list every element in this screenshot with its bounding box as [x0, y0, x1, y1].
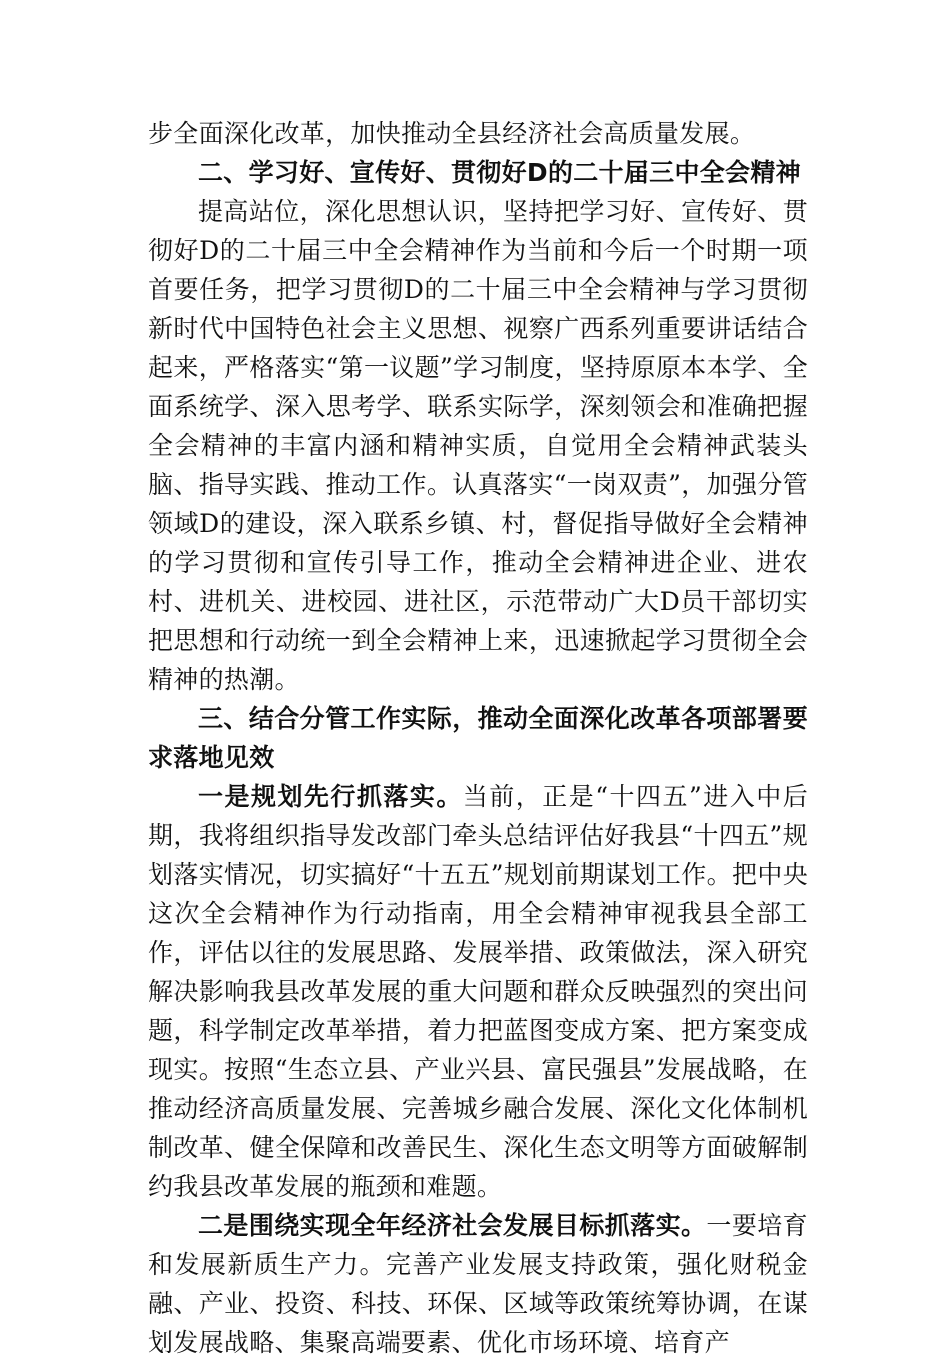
- paragraph-planning-body: 当前，正是“十四五”进入中后期，我将组织指导发改部门牵头总结评估好我县“十四五”规划落实情况，切实搞好“十五五”规划前期谋划工作。把中央这次全会精神作为行动指南，用全会精神审视我县全部工作，评估以往的发展思路、发展举措、政策做法，深入研究解决影响我县改革发展的重大问题和群众反映强烈的突出问题，科学制定改革举措，着力把蓝图变成方案、把方案变成现实。按照“生态立县、产业兴县、富民强县”发展战略，在推动经济高质量发展、完善城乡融合发展、深化文化体制机制改革、健全保障和改善民生、深化生态文明等方面破解制约我县改革发展的瓶颈和难题。: [148, 782, 808, 1201]
- paragraph-annual-goals: [148, 1206, 808, 1362]
- section-heading-three: 三、结合分管工作实际，推动全面深化改革各项部署要求落地见效: [148, 704, 808, 772]
- paragraph-planning: [148, 777, 808, 1206]
- paragraph-annual-goals-body: 一要培育和发展新质生产力。完善产业发展支持政策，强化财税金融、产业、投资、科技、环保、区域等政策统筹协调，在谋划发展战略、集聚高端要素、优化市场环境、培育产: [148, 1211, 808, 1357]
- section-heading-two: 二、学习好、宣传好、贯彻好D的二十届三中全会精神: [198, 158, 801, 187]
- paragraph-planning-lead: 一是规划先行抓落实。: [198, 782, 463, 811]
- document-body: [148, 114, 808, 1362]
- paragraph-continuation: 步全面深化改革，加快推动全县经济社会高质量发展。: [148, 119, 756, 148]
- paragraph-study-spirit: 提高站位，深化思想认识，坚持把学习好、宣传好、贯彻好D的二十届三中全会精神作为当前和今后一个时期一项首要任务，把学习贯彻D的二十届三中全会精神与学习贯彻新时代中国特色社会主义思想、视察广西系列重要讲话结合起来，严格落实“第一议题”学习制度，坚持原原本本学、全面系统学、深入思考学、联系实际学，深刻领会和准确把握全会精神的丰富内涵和精神实质，自觉用全会精神武装头脑、指导实践、推动工作。认真落实“一岗双责”，加强分管领域D的建设，深入联系乡镇、村，督促指导做好全会精神的学习贯彻和宣传引导工作，推动全会精神进企业、进农村、进机关、进校园、进社区，示范带动广大D员干部切实把思想和行动统一到全会精神上来，迅速掀起学习贯彻全会精神的热潮。: [148, 197, 808, 694]
- paragraph-annual-goals-lead: 二是围绕实现全年经济社会发展目标抓落实。: [198, 1211, 707, 1240]
